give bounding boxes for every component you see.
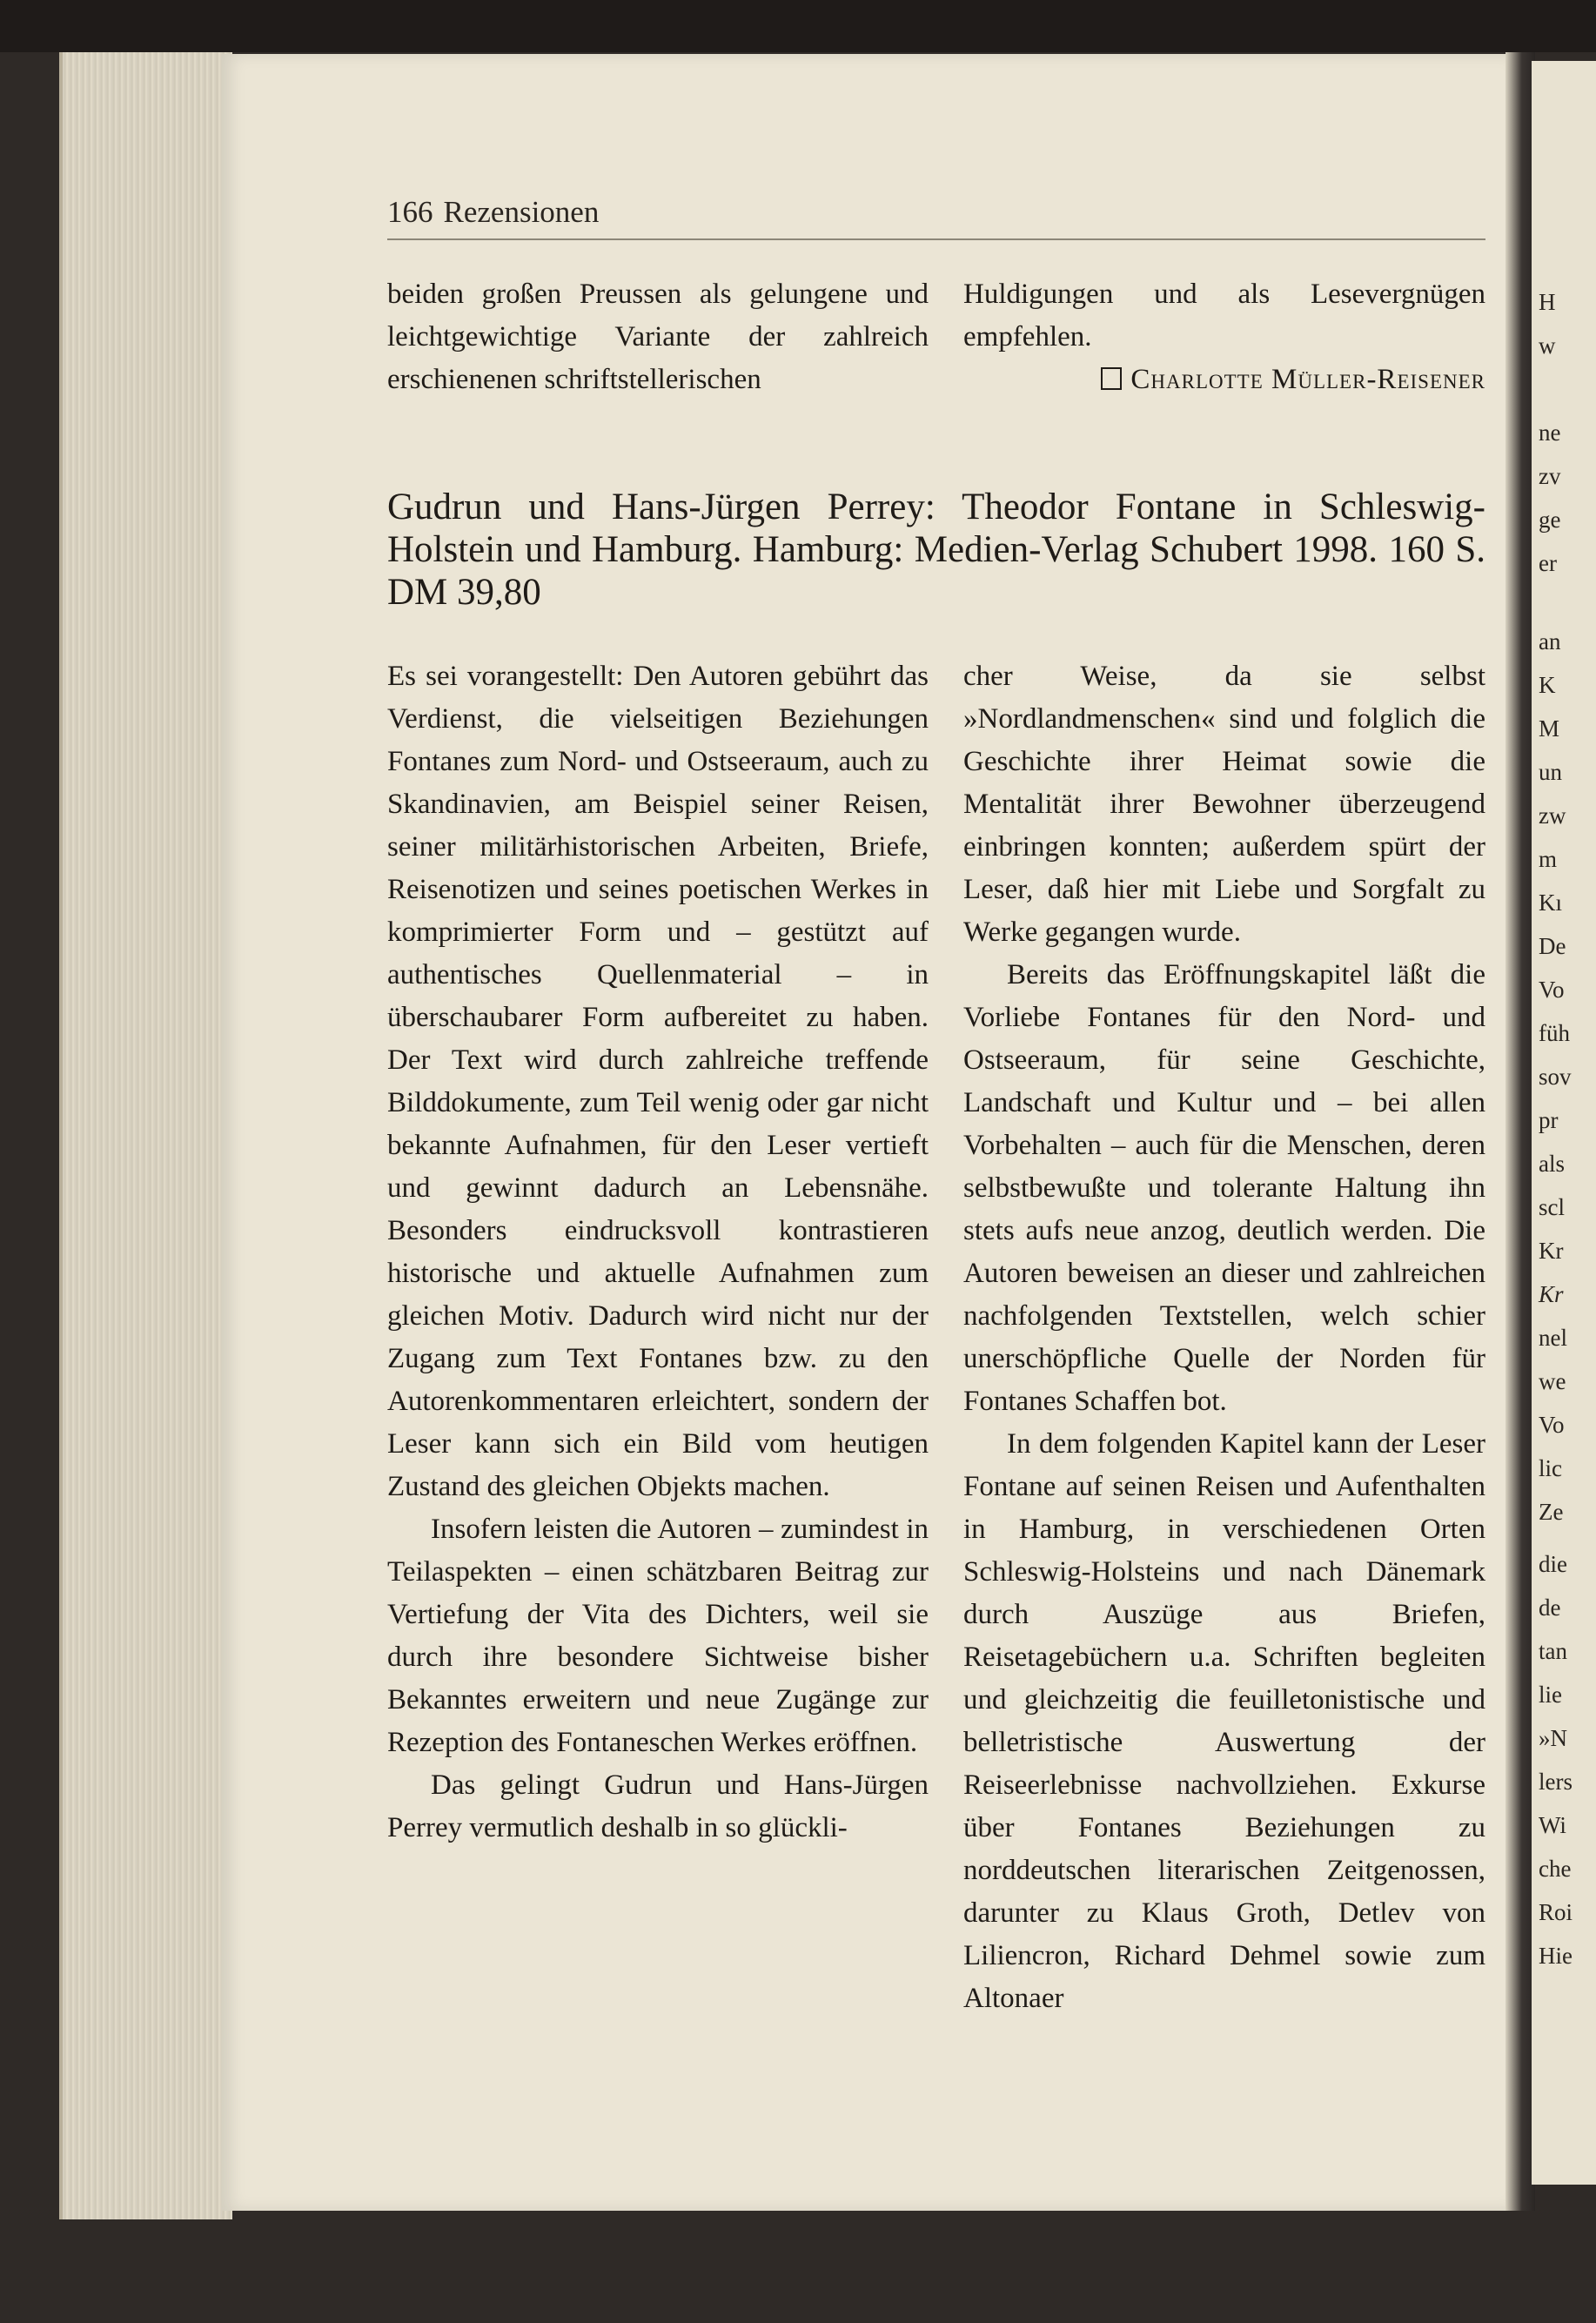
facing-page-fragment: che	[1539, 1856, 1572, 1882]
facing-page-fragment: Kı	[1539, 890, 1562, 916]
page-stack-edge	[59, 52, 232, 2219]
previous-review-end-right	[963, 273, 1485, 401]
facing-page	[1532, 61, 1596, 2185]
review-body-right-column	[963, 655, 1485, 2020]
facing-page-fragment: Wi	[1539, 1812, 1566, 1838]
previous-review-end-left	[387, 273, 929, 401]
facing-page-fragment: nel	[1539, 1325, 1567, 1351]
facing-page-fragment: we	[1539, 1368, 1566, 1394]
facing-page-fragment: Vo	[1539, 977, 1565, 1003]
previous-review-text: Huldigungen und als Lesevergnügen empfehlen.	[963, 279, 1485, 352]
facing-page-fragment: un	[1539, 759, 1562, 785]
review-paragraph: In dem folgenden Kapitel kann der Leser Fontane auf seinen Reisen und Aufenthalten in Hamburg, in verschiedenen Orten Schleswig-Holsteins und nach Dänemark durch Auszüge aus Briefen, Reisetagebüchern u.a. Schriften begleiten und gleichzeitig die feuilletonistische und belletristische Auswertung der Reiseerlebnisse nachvollziehen. Exkurse über Fontanes Beziehungen zu norddeutschen literarischen Zeitgenossen, darunter zu Klaus Groth, Detlev von Liliencron, Richard Dehmel sowie zum Altonaer	[963, 1428, 1485, 2014]
review-body-left-column	[387, 655, 929, 1850]
review-paragraph: Bereits das Eröffnungskapitel läßt die Vorliebe Fontanes für den Nord- und Ostseeraum, für seine Geschichte, Landschaft und Kultur und – bei allen Vorbehalten – auch für die Menschen, deren selbstbewußte und tolerante Haltung ihn stets aufs neue anzog, deutlich werden. Die Autoren beweisen an dieser und zahlreichen nachfolgenden Textstellen, welch schier unerschöpfliche Quelle der Norden für Fontanes Schaffen bot.	[963, 959, 1485, 1417]
facing-page-fragment: w	[1539, 332, 1556, 359]
reviewer-signature	[963, 359, 1485, 401]
facing-page-fragment: zw	[1539, 802, 1566, 829]
review-heading: Gudrun und Hans-Jürgen Perrey: Theodor Fontane in Schleswig-Holstein und Hamburg. Hamburg: Medien-Verlag Schubert 1998. 160 S. DM 39,80	[387, 487, 1485, 613]
facing-page-fragment: lie	[1539, 1682, 1562, 1708]
facing-page-fragment: K	[1539, 672, 1556, 698]
facing-page-fragment: zv	[1539, 463, 1561, 489]
facing-page-fragment: de	[1539, 1595, 1561, 1621]
facing-page-fragment: tan	[1539, 1638, 1567, 1664]
facing-page-fragment: füh	[1539, 1020, 1570, 1046]
book-gutter	[1505, 52, 1535, 2211]
checkbox-bullet-icon	[1101, 367, 1122, 390]
review-paragraph: Das gelingt Gudrun und Hans-Jürgen Perrey vermutlich deshalb in so glückli-	[387, 1769, 929, 1843]
running-header	[387, 195, 1485, 240]
facing-page-fragment: Kr	[1539, 1238, 1564, 1264]
facing-page-fragment: H	[1539, 289, 1556, 315]
review-paragraph: Insofern leisten die Autoren – zumindest in Teilaspekten – einen schätzbaren Beitrag zur Vertiefung der Vita des Dichters, weil sie durch ihre besondere Sichtweise bisher Bekanntes erweitern und neue Zugänge zur Rezeption des Fontaneschen Werkes eröffnen.	[387, 1514, 929, 1758]
facing-page-fragment: ge	[1539, 507, 1561, 533]
facing-page-fragment: pr	[1539, 1107, 1559, 1133]
facing-page-fragment: er	[1539, 550, 1557, 576]
facing-page-fragment: scl	[1539, 1194, 1565, 1220]
facing-page-fragment: lic	[1539, 1455, 1562, 1481]
background-frame	[0, 0, 1596, 52]
review-paragraph: cher Weise, da sie selbst »Nordlandmenschen« sind und folglich die Geschichte ihrer Heimat sowie die Mentalität ihrer Bewohner überzeugend einbringen konnten; außerdem spürt der Leser, daß hier mit Liebe und Sorgfalt zu Werke gegangen wurde.	[963, 661, 1485, 948]
facing-page-fragment: Vo	[1539, 1412, 1565, 1438]
facing-page-fragment: Ze	[1539, 1499, 1564, 1525]
page-number: 166	[387, 195, 433, 229]
facing-page-fragment: »N	[1539, 1725, 1567, 1751]
facing-page-fragment: lers	[1539, 1769, 1573, 1795]
facing-page-fragment: m	[1539, 846, 1558, 872]
facing-page-fragment: die	[1539, 1551, 1567, 1577]
facing-page-fragment: als	[1539, 1151, 1565, 1177]
facing-page-fragment: an	[1539, 628, 1561, 655]
facing-page-fragment: ne	[1539, 420, 1561, 446]
facing-page-fragment: Hie	[1539, 1943, 1573, 1969]
facing-page-fragment: sov	[1539, 1064, 1572, 1090]
facing-page-fragment: Roi	[1539, 1899, 1573, 1925]
facing-page-fragment: De	[1539, 933, 1566, 959]
reviewer-name: Charlotte Müller-Reisener	[1130, 364, 1485, 395]
facing-page-fragment: M	[1539, 715, 1560, 742]
previous-review-text: beiden großen Preussen als gelungene und leichtgewichtige Variante der zahlreich erschienenen schriftstellerischen	[387, 279, 929, 395]
facing-page-fragment: Kr	[1539, 1281, 1564, 1307]
review-paragraph: Es sei vorangestellt: Den Autoren gebührt das Verdienst, die vielseitigen Beziehungen Fontanes zum Nord- und Ostseeraum, auch zu Skandinavien, am Beispiel seiner Reisen, seiner militärhistorischen Arbeiten, Briefe, Reisenotizen und seines poetischen Werkes in komprimierter Form und – gestützt auf authentisches Quellenmaterial – in überschaubarer Form aufbereitet zu haben. Der Text wird durch zahlreiche treffende Bilddokumente, zum Teil wenig oder gar nicht bekannte Aufnahmen, für den Leser vertieft und gewinnt dadurch an Lebensnähe. Besonders eindrucksvoll kontrastieren historische und aktuelle Aufnahmen zum gleichen Motiv. Dadurch wird nicht nur der Zugang zum Text Fontanes bzw. zu den Autorenkommentaren erleichtert, sondern der Leser kann sich ein Bild vom heutigen Zustand des gleichen Objekts machen.	[387, 661, 929, 1502]
section-title: Rezensionen	[443, 195, 600, 229]
